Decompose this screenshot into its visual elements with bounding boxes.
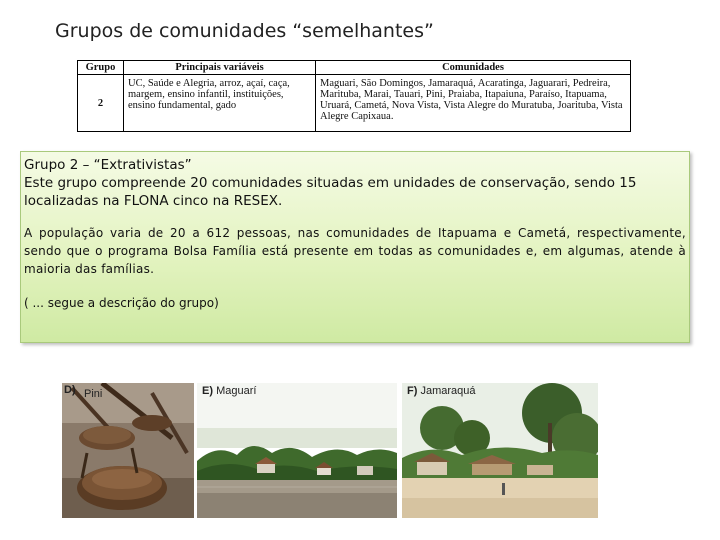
group-description-box (20, 151, 690, 343)
cell-variables: UC, Saúde e Alegria, arroz, açaí, caça, margem, ensino infantil, instituições, ensino fundamental, gado (124, 75, 316, 132)
header-principais-variaveis: Principais variáveis (124, 61, 316, 75)
group-continuation-note: ( ... segue a descrição do grupo) (24, 296, 219, 310)
slide-title: Grupos de comunidades “semelhantes” (55, 20, 434, 42)
cell-group-number: 2 (78, 75, 124, 132)
communities-table (77, 60, 631, 132)
village-clearing-photo (402, 383, 598, 518)
photo-e-label: Maguarí (216, 385, 257, 397)
photo-f-letter: F) (407, 385, 418, 397)
cell-communities: Maguari, São Domingos, Jamaraquá, Acaratinga, Jaguarari, Pedreira, Marituba, Marai, Tauari, Pini, Praiaba, Itapaiuna, Paraíso, Itapuama, Uruará, Cametá, Nova Vista, Vista Alegre do Muratuba, Joarituba, Vista Alegre Capixaua. (316, 75, 631, 132)
photo-f-caption (407, 385, 476, 397)
table-header-row (78, 61, 631, 75)
group-paragraph: A população varia de 20 a 612 pessoas, nas comunidades de Itapuama e Cametá, respectivamente, sendo que o programa Bolsa Família está presente em todas as comunidades e, em algumas, atende à maioria das famílias. (24, 226, 686, 276)
photo-f-label: Jamaraquá (420, 385, 476, 397)
riverside-village-photo (197, 383, 397, 518)
table-row (78, 75, 631, 132)
photo-d-label: Pini (84, 388, 103, 400)
header-grupo: Grupo (78, 61, 124, 75)
photo-d-letter: D) (64, 384, 76, 396)
header-comunidades: Comunidades (316, 61, 631, 75)
wooden-crafts-photo (62, 383, 194, 518)
group-heading: Grupo 2 – “Extrativistas” (24, 157, 192, 173)
photo-e-letter: E) (202, 385, 213, 397)
photo-e-caption (202, 385, 256, 397)
group-intro: Este grupo compreende 20 comunidades situadas em unidades de conservação, sendo 15 localizadas na FLONA cinco na RESEX. (24, 175, 637, 209)
